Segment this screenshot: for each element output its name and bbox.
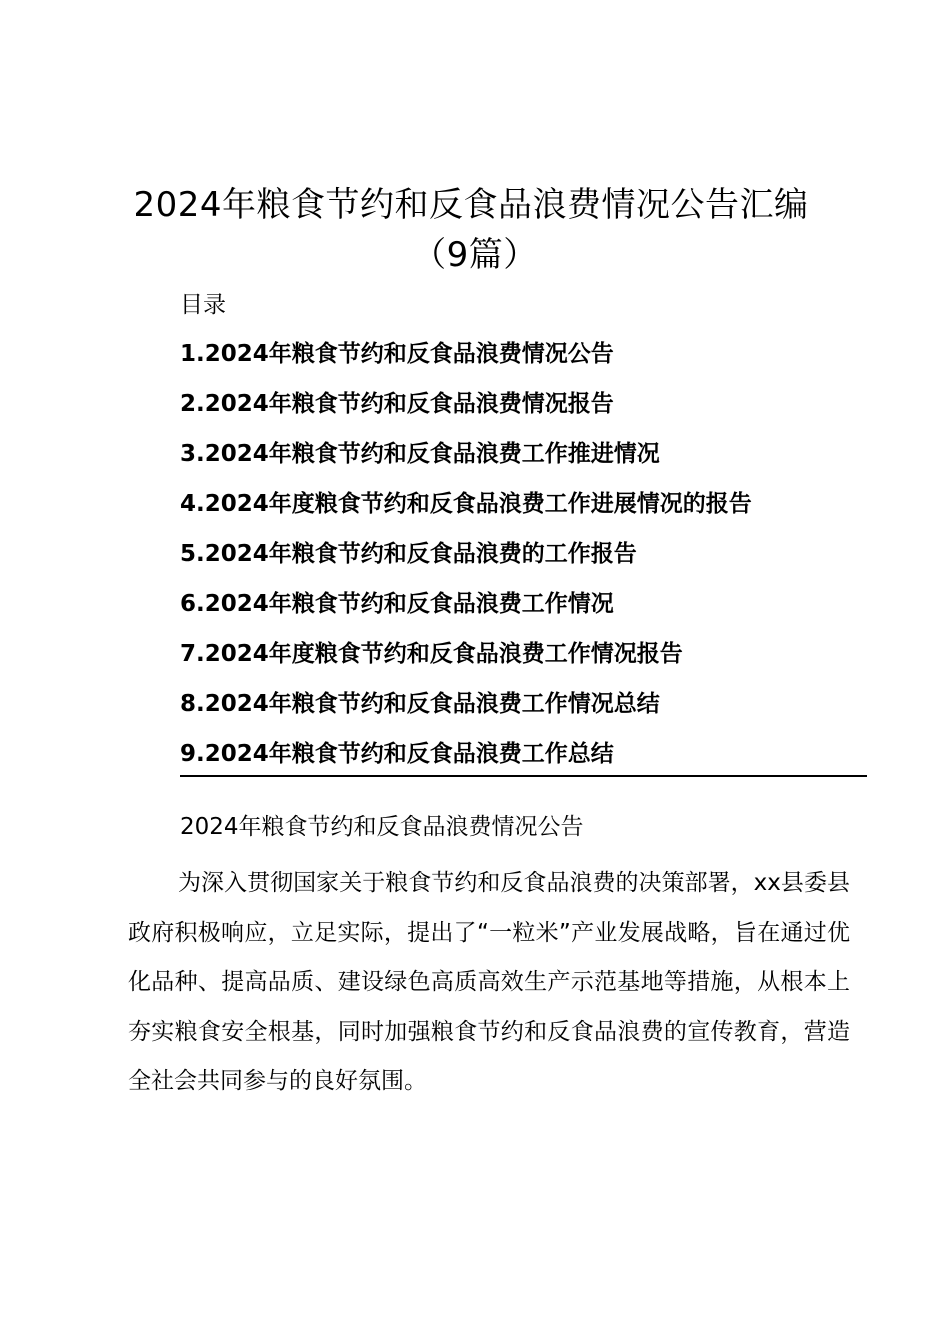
toc-item-9: 9.2024年粮食节约和反食品浪费工作总结 <box>180 741 614 767</box>
toc-item-5: 5.2024年粮食节约和反食品浪费的工作报告 <box>180 541 637 567</box>
toc-item-6: 6.2024年粮食节约和反食品浪费工作情况 <box>180 591 614 617</box>
toc-label: 目录 <box>180 292 226 318</box>
table-of-contents <box>180 336 752 786</box>
document-title-line1: 2024年粮食节约和反食品浪费情况公告汇编 <box>133 185 809 225</box>
body-paragraph: 为深入贯彻国家关于粮食节约和反食品浪费的决策部署，xx县委县政府积极响应，立足实际，提出了“一粒米”产业发展战略，旨在通过优化品种、提高品质、建设绿色高质高效生产示范基地等措施，从根本上夯实粮食安全根基，同时加强粮食节约和反食品浪费的宣传教育，营造全社会共同参与的良好氛围。 <box>128 870 850 1095</box>
document-title-line2: （9篇） <box>412 235 538 275</box>
toc-item-2: 2.2024年粮食节约和反食品浪费情况报告 <box>180 391 614 417</box>
toc-item-8: 8.2024年粮食节约和反食品浪费工作情况总结 <box>180 691 660 717</box>
section-heading: 2024年粮食节约和反食品浪费情况公告 <box>180 814 584 840</box>
toc-divider <box>180 775 867 777</box>
toc-item-3: 3.2024年粮食节约和反食品浪费工作推进情况 <box>180 441 660 467</box>
toc-item-1: 1.2024年粮食节约和反食品浪费情况公告 <box>180 341 614 367</box>
toc-item-4: 4.2024年度粮食节约和反食品浪费工作进展情况的报告 <box>180 491 752 517</box>
toc-item-7: 7.2024年度粮食节约和反食品浪费工作情况报告 <box>180 641 683 667</box>
